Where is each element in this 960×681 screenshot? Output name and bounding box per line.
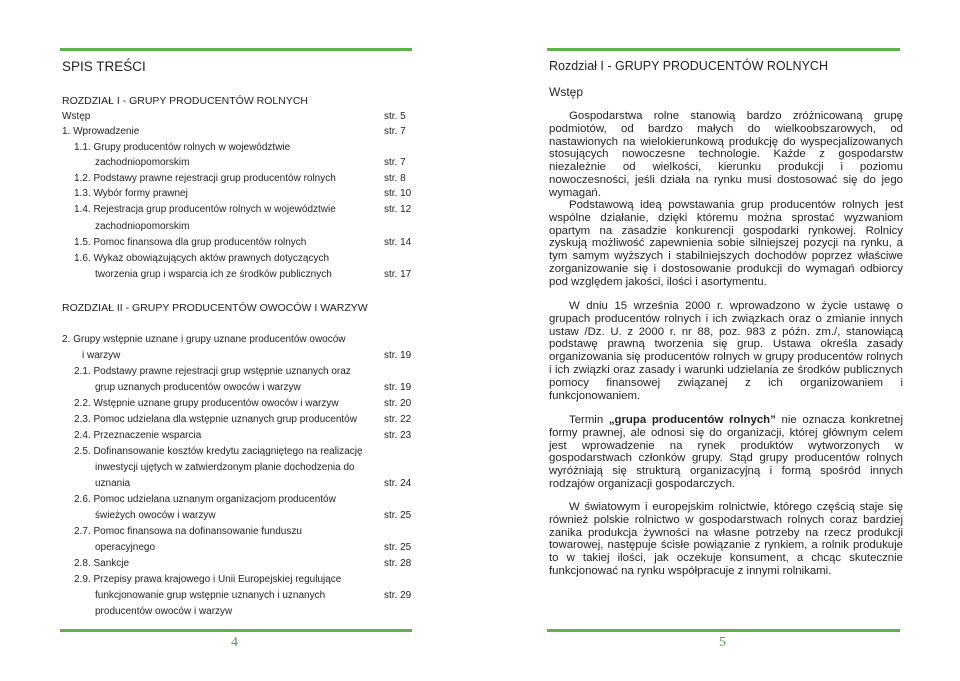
- page-number-left: 4: [231, 635, 238, 650]
- toc-page-ref: str. 5: [384, 111, 406, 122]
- section2-heading: ROZDZIAŁ II - GRUPY PRODUCENTÓW OWOCÓW I WARZYW: [62, 302, 368, 314]
- toc-page-ref: str. 23: [384, 430, 412, 441]
- toc-entry: 1. Wprowadzenie: [62, 126, 140, 137]
- toc-page-ref: str. 25: [384, 542, 412, 553]
- toc-entry: 2.7. Pomoc finansowa na dofinansowanie funduszu: [74, 526, 302, 537]
- toc-page-ref: str. 28: [384, 558, 412, 569]
- toc-entry: 2.4. Przeznaczenie wsparcia: [74, 430, 202, 441]
- toc-entry: zachodniopomorskim: [95, 221, 190, 232]
- paragraph-3: W dniu 15 września 2000 r. wprowadzono w życie ustawę o grupach producentów rolnych i ich związkach oraz o zmianie innych ustaw /Dz. U. z 2000 r. nr 88, poz. 983 z późn. zm./, stanowiącą podstawę prawną tworzenia się grup. Ustawa określa zasady organizowania się producentów rolnych w grupy producentów rolnych i ich związki oraz zasady i warunki udzielania ze środków publicznych pomocy finansowej związanej z ich organizowaniem i funkcjonowaniem.: [549, 300, 903, 402]
- term-bold: „grupa producentów rolnych”: [608, 414, 776, 426]
- toc-page-ref: str. 25: [384, 510, 412, 521]
- toc-page-ref: str. 7: [384, 126, 406, 137]
- toc-page-ref: str. 24: [384, 478, 412, 489]
- top-rule-right: [547, 48, 900, 51]
- toc-page-ref: str. 14: [384, 237, 412, 248]
- toc-entry: 1.2. Podstawy prawne rejestracji grup producentów rolnych: [74, 173, 336, 184]
- toc-entry: i warzyw: [82, 350, 121, 361]
- top-rule-left: [60, 48, 412, 51]
- section-subtitle: Wstęp: [549, 85, 584, 99]
- toc-entry: 2.5. Dofinansowanie kosztów kredytu zaciągniętego na realizację: [74, 446, 363, 457]
- toc-entry: grup uznanych producentów owoców i warzyw: [95, 382, 301, 393]
- toc-entry: 2.9. Przepisy prawa krajowego i Unii Europejskiej regulujące: [74, 574, 342, 585]
- toc-entry: inwestycji ujętych w zatwierdzonym planie dochodzenia do: [95, 462, 355, 473]
- bottom-rule-right: [547, 629, 900, 632]
- toc-entry: operacyjnego: [95, 542, 156, 553]
- toc-entry: 1.4. Rejestracja grup producentów rolnych w województwie: [74, 204, 336, 215]
- toc-page-ref: str. 7: [384, 157, 406, 168]
- toc-entry: producentów owoców i warzyw: [95, 606, 233, 617]
- toc-page-ref: str. 12: [384, 204, 412, 215]
- toc-page-ref: str. 17: [384, 269, 412, 280]
- toc-entry: tworzenia grup i wsparcia ich ze środków publicznych: [95, 269, 332, 280]
- toc-entry: 1.3. Wybór formy prawnej: [74, 188, 188, 199]
- toc-page-ref: str. 19: [384, 350, 412, 361]
- toc-entry: 1.5. Pomoc finansowa dla grup producentów rolnych: [74, 237, 307, 248]
- bottom-rule-left: [60, 629, 412, 632]
- toc-entry: 1.1. Grupy producentów rolnych w województwie: [74, 142, 291, 153]
- toc-entry: świeżych owoców i warzyw: [95, 510, 216, 521]
- toc-entry: 2.8. Sankcje: [74, 558, 130, 569]
- toc-page-ref: str. 20: [384, 398, 412, 409]
- toc-entry: 2.3. Pomoc udzielana dla wstępnie uznanych grup producentów: [74, 414, 357, 425]
- paragraph-5: W światowym i europejskim rolnictwie, którego częścią staje się również polskie rolnictwo w gospodarstwach rolnych coraz bardziej zanika produkcja żywności na własne potrzeby na rzecz produkcji towarowej, następuje ścisłe powiązanie z rynkiem, a rolnik produkuje to w takiej ilości, jak oczekuje konsument, a chcąc skutecznie funkcjonować na rynku współpracuje z innymi rolnikami.: [549, 501, 903, 577]
- toc-entry: uznania: [95, 478, 131, 489]
- chapter-title: Rozdział I - GRUPY PRODUCENTÓW ROLNYCH: [549, 59, 828, 73]
- toc-entry: funkcjonowanie grup wstępnie uznanych i uznanych: [95, 590, 326, 601]
- toc-page-ref: str. 29: [384, 590, 412, 601]
- paragraph-1: Gospodarstwa rolne stanowią bardzo zróżnicowaną grupę podmiotów, od bardzo małych do wielkoobszarowych, od nastawionych na wielokierunkową produkcję do wyspecjalizowanych stosujących nowoczesne technologie. Każde z gospodarstw niezależnie od wielkości, kierunku produkcji i poziomu nowoczesności, jeśli działa na rynku musi dostosować się do jego wymagań.: [549, 110, 903, 199]
- toc-entry: 2.6. Pomoc udzielana uznanym organizacjom producentów: [74, 494, 336, 505]
- toc-entry: 2.1. Podstawy prawne rejestracji grup wstępnie uznanych oraz: [74, 366, 351, 377]
- toc-page-ref: str. 10: [384, 188, 412, 199]
- toc-page-ref: str. 19: [384, 382, 412, 393]
- paragraph-2: Podstawową ideą powstawania grup producentów rolnych jest wspólne działanie, dzięki któremu można sprostać wyzwaniom opartym na zasadzie konkurencji gospodarki rynkowej. Rolnicy zyskują możliwość zapewnienia sobie silniejszej pozycji na rynku, a tym samym wyższych i stabilniejszych dochodów poprzez właściwe zorganizowanie się i dostosowanie produkcji do wymagań odbiorcy pod względem jakości, ilości i asortymentu.: [549, 199, 903, 288]
- toc-entry: zachodniopomorskim: [95, 157, 190, 168]
- toc-entry: Wstęp: [62, 111, 91, 122]
- toc-entry: 1.6. Wykaz obowiązujących aktów prawnych dotyczących: [74, 253, 330, 264]
- toc-page-ref: str. 22: [384, 414, 412, 425]
- paragraph-4: Termin „grupa producentów rolnych” nie oznacza konkretnej formy prawnej, ale odnosi się do organizacji, której głównym celem jest wprowadzenie na rynek produktów wytworzonych w gospodarstwach członków grupy. Stąd grupy producentów rolnych wyróżniają się strukturą organizacyjną i formą spośród innych rodzajów organizacji gospodarczych.: [549, 414, 903, 490]
- toc-entry: 2. Grupy wstępnie uznane i grupy uznane producentów owoców: [62, 334, 346, 345]
- toc-title: SPIS TREŚCI: [62, 59, 146, 74]
- toc-entry: 2.2. Wstępnie uznane grupy producentów owoców i warzyw: [74, 398, 339, 409]
- page-number-right: 5: [719, 635, 726, 650]
- toc-page-ref: str. 8: [384, 173, 406, 184]
- section1-heading: ROZDZIAŁ I - GRUPY PRODUCENTÓW ROLNYCH: [62, 95, 308, 107]
